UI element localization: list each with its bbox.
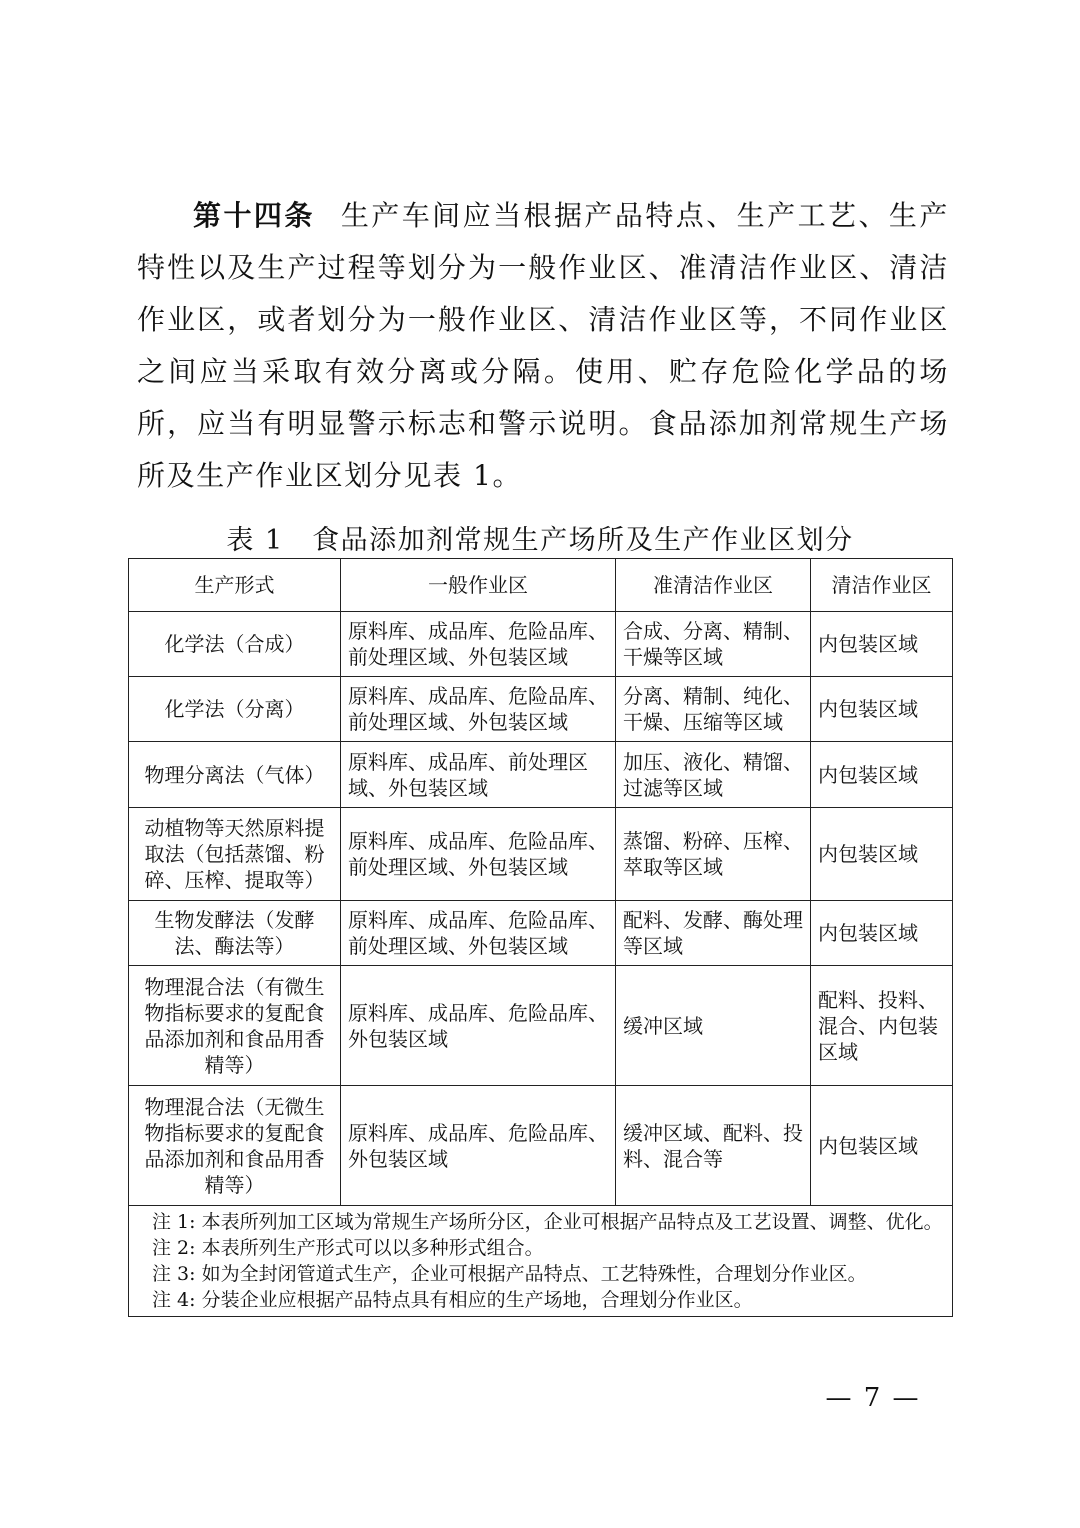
header-general-zone: 一般作业区: [341, 559, 616, 612]
header-quasi-clean-zone: 准清洁作业区: [616, 559, 811, 612]
header-production-form: 生产形式: [129, 559, 341, 612]
cell-clean-zone: 内包装区域: [811, 1086, 953, 1206]
cell-general-zone: 原料库、成品库、危险品库、前处理区域、外包装区域: [341, 808, 616, 901]
cell-general-zone: 原料库、成品库、前处理区域、外包装区域: [341, 742, 616, 808]
zoning-table: [128, 558, 953, 1317]
page-number: — 7 —: [825, 1383, 921, 1413]
cell-quasi-clean-zone: 分离、精制、纯化、干燥、压缩等区域: [616, 677, 811, 742]
cell-clean-zone: 内包装区域: [811, 742, 953, 808]
table-row: [129, 742, 953, 808]
table-row: [129, 612, 953, 677]
cell-quasi-clean-zone: 合成、分离、精制、干燥等区域: [616, 612, 811, 677]
cell-quasi-clean-zone: 缓冲区域: [616, 966, 811, 1086]
header-clean-zone: 清洁作业区: [811, 559, 953, 612]
cell-production-form: 物理混合法（无微生物指标要求的复配食品添加剂和食品用香精等）: [129, 1086, 341, 1206]
table-notes-row: [129, 1206, 953, 1317]
cell-production-form: 化学法（合成）: [129, 612, 341, 677]
cell-clean-zone: 内包装区域: [811, 612, 953, 677]
table-note: 注 3: 如为全封闭管道式生产，企业可根据产品特点、工艺特殊性，合理划分作业区。: [152, 1263, 867, 1285]
cell-clean-zone: 配料、投料、混合、内包装区域: [811, 966, 953, 1086]
cell-quasi-clean-zone: 缓冲区域、配料、投料、混合等: [616, 1086, 811, 1206]
article-paragraph: [137, 190, 949, 502]
article-body: 生产车间应当根据产品特点、生产工艺、生产特性以及生产过程等划分为一般作业区、准清洁作业区、清洁作业区，或者划分为一般作业区、清洁作业区等，不同作业区之间应当采取有效分离或分隔。使用、贮存危险化学品的场所，应当有明显警示标志和警示说明。食品添加剂常规生产场所及生产作业区划分见表 1。: [137, 199, 949, 492]
cell-production-form: 动植物等天然原料提取法（包括蒸馏、粉碎、压榨、提取等）: [129, 808, 341, 901]
cell-general-zone: 原料库、成品库、危险品库、前处理区域、外包装区域: [341, 901, 616, 966]
table-title: 表 1 食品添加剂常规生产场所及生产作业区划分: [226, 525, 854, 556]
table-row: [129, 966, 953, 1086]
cell-clean-zone: 内包装区域: [811, 677, 953, 742]
table-row: [129, 677, 953, 742]
cell-production-form: 物理分离法（气体）: [129, 742, 341, 808]
cell-general-zone: 原料库、成品库、危险品库、前处理区域、外包装区域: [341, 677, 616, 742]
cell-general-zone: 原料库、成品库、危险品库、外包装区域: [341, 966, 616, 1086]
cell-production-form: 生物发酵法（发酵法、酶法等）: [129, 901, 341, 966]
table-note: 注 2: 本表所列生产形式可以以多种形式组合。: [152, 1237, 544, 1259]
table-note: 注 1: 本表所列加工区域为常规生产场所分区，企业可根据产品特点及工艺设置、调整、优化。: [152, 1211, 943, 1233]
cell-general-zone: 原料库、成品库、危险品库、前处理区域、外包装区域: [341, 612, 616, 677]
article-heading: 第十四条: [193, 199, 315, 232]
cell-clean-zone: 内包装区域: [811, 808, 953, 901]
cell-production-form: 物理混合法（有微生物指标要求的复配食品添加剂和食品用香精等）: [129, 966, 341, 1086]
cell-general-zone: 原料库、成品库、危险品库、外包装区域: [341, 1086, 616, 1206]
cell-quasi-clean-zone: 蒸馏、粉碎、压榨、萃取等区域: [616, 808, 811, 901]
cell-quasi-clean-zone: 配料、发酵、酶处理等区域: [616, 901, 811, 966]
table-row: [129, 1086, 953, 1206]
table-header-row: [129, 559, 953, 612]
table-notes: [129, 1206, 953, 1317]
table-note: 注 4: 分装企业应根据产品特点具有相应的生产场地，合理划分作业区。: [152, 1289, 753, 1311]
cell-quasi-clean-zone: 加压、液化、精馏、过滤等区域: [616, 742, 811, 808]
cell-production-form: 化学法（分离）: [129, 677, 341, 742]
table-row: [129, 808, 953, 901]
cell-clean-zone: 内包装区域: [811, 901, 953, 966]
table-row: [129, 901, 953, 966]
